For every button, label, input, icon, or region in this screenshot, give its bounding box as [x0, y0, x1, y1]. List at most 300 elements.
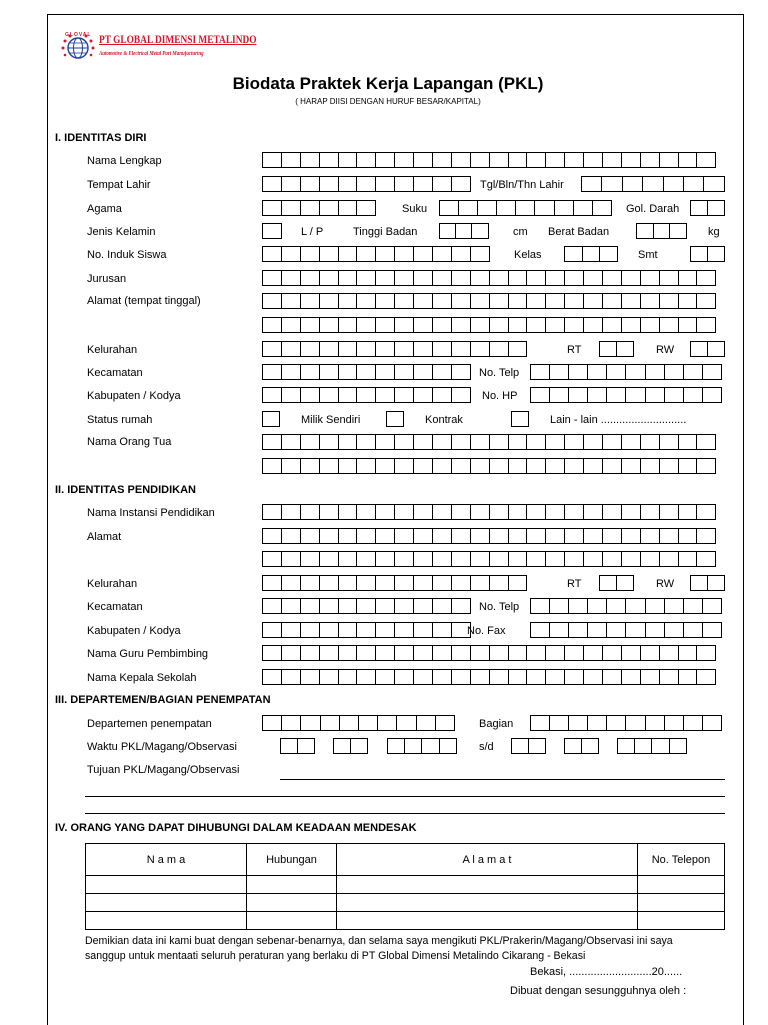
- char-box[interactable]: [684, 715, 703, 731]
- char-box[interactable]: [320, 434, 339, 450]
- char-box[interactable]: [397, 715, 416, 731]
- char-box[interactable]: [527, 293, 546, 309]
- char-box[interactable]: [282, 152, 301, 168]
- char-box[interactable]: [395, 598, 414, 614]
- char-box[interactable]: [626, 387, 645, 403]
- char-box[interactable]: [703, 598, 722, 614]
- char-box[interactable]: [263, 551, 282, 567]
- char-box[interactable]: [282, 293, 301, 309]
- char-box[interactable]: [301, 598, 320, 614]
- char-box[interactable]: [622, 434, 641, 450]
- char-box[interactable]: [320, 152, 339, 168]
- char-box[interactable]: [565, 645, 584, 661]
- char-box[interactable]: [565, 152, 584, 168]
- char-box[interactable]: [546, 270, 565, 286]
- char-box[interactable]: [320, 669, 339, 685]
- char-box[interactable]: [607, 715, 626, 731]
- char-box[interactable]: [565, 246, 583, 262]
- char-box[interactable]: [301, 176, 320, 192]
- char-box[interactable]: [622, 152, 641, 168]
- char-box[interactable]: [546, 528, 565, 544]
- char-box[interactable]: [697, 152, 716, 168]
- char-box[interactable]: [490, 645, 509, 661]
- char-box[interactable]: [641, 551, 660, 567]
- char-box[interactable]: [660, 270, 679, 286]
- char-box[interactable]: [509, 152, 528, 168]
- char-box[interactable]: [263, 622, 282, 638]
- char-box[interactable]: [357, 622, 376, 638]
- char-box[interactable]: [497, 200, 516, 216]
- char-box[interactable]: [433, 176, 452, 192]
- char-box[interactable]: [602, 176, 622, 192]
- input-waktu-start-month[interactable]: [333, 738, 368, 754]
- char-box[interactable]: [452, 575, 471, 591]
- char-box[interactable]: [665, 622, 684, 638]
- char-box[interactable]: [452, 293, 471, 309]
- char-box[interactable]: [376, 528, 395, 544]
- cell-hubungan[interactable]: [247, 912, 337, 930]
- char-box[interactable]: [414, 293, 433, 309]
- char-box[interactable]: [320, 317, 339, 333]
- char-box[interactable]: [388, 738, 405, 754]
- char-box[interactable]: [376, 293, 395, 309]
- char-box[interactable]: [509, 504, 528, 520]
- char-box[interactable]: [679, 270, 698, 286]
- char-box[interactable]: [282, 317, 301, 333]
- char-box[interactable]: [359, 715, 378, 731]
- char-box[interactable]: [569, 364, 588, 380]
- char-box[interactable]: [584, 270, 603, 286]
- char-box[interactable]: [282, 551, 301, 567]
- char-box[interactable]: [565, 669, 584, 685]
- char-box[interactable]: [414, 598, 433, 614]
- char-box[interactable]: [565, 270, 584, 286]
- char-box[interactable]: [395, 504, 414, 520]
- input-bagian[interactable]: [530, 715, 722, 731]
- char-box[interactable]: [320, 575, 339, 591]
- input-waktu-end-year[interactable]: [617, 738, 687, 754]
- char-box[interactable]: [357, 458, 376, 474]
- input-kelurahan[interactable]: [262, 341, 527, 357]
- char-box[interactable]: [603, 504, 622, 520]
- char-box[interactable]: [660, 669, 679, 685]
- cell-no-telepon[interactable]: [638, 876, 725, 894]
- char-box[interactable]: [490, 317, 509, 333]
- char-box[interactable]: [490, 669, 509, 685]
- char-box[interactable]: [512, 738, 529, 754]
- input-kabupaten[interactable]: [262, 387, 471, 403]
- cell-hubungan[interactable]: [247, 894, 337, 912]
- char-box[interactable]: [282, 715, 301, 731]
- char-box[interactable]: [684, 364, 703, 380]
- input-agama[interactable]: [262, 200, 376, 216]
- input-kepala-sekolah[interactable]: [262, 669, 716, 685]
- char-box[interactable]: [376, 152, 395, 168]
- input-berat-badan[interactable]: [636, 223, 687, 239]
- char-box[interactable]: [679, 504, 698, 520]
- char-box[interactable]: [584, 434, 603, 450]
- char-box[interactable]: [527, 669, 546, 685]
- char-box[interactable]: [691, 246, 708, 262]
- char-box[interactable]: [357, 598, 376, 614]
- char-box[interactable]: [622, 528, 641, 544]
- char-box[interactable]: [697, 434, 716, 450]
- char-box[interactable]: [531, 715, 550, 731]
- char-box[interactable]: [691, 200, 708, 216]
- char-box[interactable]: [387, 411, 404, 427]
- char-box[interactable]: [546, 645, 565, 661]
- char-box[interactable]: [376, 504, 395, 520]
- char-box[interactable]: [433, 387, 452, 403]
- char-box[interactable]: [588, 387, 607, 403]
- char-box[interactable]: [298, 738, 315, 754]
- char-box[interactable]: [641, 504, 660, 520]
- char-box[interactable]: [607, 622, 626, 638]
- cell-no-telepon[interactable]: [638, 912, 725, 930]
- input-smt[interactable]: [690, 246, 725, 262]
- char-box[interactable]: [376, 387, 395, 403]
- char-box[interactable]: [378, 715, 397, 731]
- char-box[interactable]: [395, 528, 414, 544]
- input-tujuan-line3[interactable]: [85, 813, 725, 814]
- char-box[interactable]: [436, 715, 455, 731]
- char-box[interactable]: [282, 176, 301, 192]
- char-box[interactable]: [531, 364, 550, 380]
- char-box[interactable]: [320, 645, 339, 661]
- char-box[interactable]: [320, 528, 339, 544]
- char-box[interactable]: [622, 504, 641, 520]
- char-box[interactable]: [588, 598, 607, 614]
- char-box[interactable]: [414, 341, 433, 357]
- char-box[interactable]: [301, 317, 320, 333]
- char-box[interactable]: [535, 200, 554, 216]
- char-box[interactable]: [641, 152, 660, 168]
- char-box[interactable]: [452, 528, 471, 544]
- char-box[interactable]: [641, 528, 660, 544]
- char-box[interactable]: [603, 293, 622, 309]
- char-box[interactable]: [679, 293, 698, 309]
- char-box[interactable]: [490, 551, 509, 567]
- char-box[interactable]: [527, 645, 546, 661]
- input-kelurahan-sekolah[interactable]: [262, 575, 527, 591]
- input-tinggi-badan[interactable]: [439, 223, 489, 239]
- char-box[interactable]: [471, 246, 490, 262]
- input-tujuan-line1[interactable]: [280, 779, 725, 780]
- char-box[interactable]: [357, 575, 376, 591]
- char-box[interactable]: [471, 270, 490, 286]
- char-box[interactable]: [376, 434, 395, 450]
- char-box[interactable]: [665, 387, 684, 403]
- char-box[interactable]: [339, 598, 358, 614]
- char-box[interactable]: [471, 551, 490, 567]
- char-box[interactable]: [414, 645, 433, 661]
- char-box[interactable]: [607, 387, 626, 403]
- char-box[interactable]: [660, 528, 679, 544]
- input-rw[interactable]: [690, 341, 725, 357]
- char-box[interactable]: [527, 152, 546, 168]
- char-box[interactable]: [301, 152, 320, 168]
- char-box[interactable]: [527, 317, 546, 333]
- char-box[interactable]: [452, 152, 471, 168]
- char-box[interactable]: [641, 645, 660, 661]
- char-box[interactable]: [490, 504, 509, 520]
- char-box[interactable]: [433, 270, 452, 286]
- char-box[interactable]: [531, 387, 550, 403]
- char-box[interactable]: [670, 223, 687, 239]
- char-box[interactable]: [376, 598, 395, 614]
- char-box[interactable]: [603, 645, 622, 661]
- char-box[interactable]: [550, 622, 569, 638]
- char-box[interactable]: [282, 645, 301, 661]
- char-box[interactable]: [527, 528, 546, 544]
- char-box[interactable]: [301, 645, 320, 661]
- char-box[interactable]: [529, 738, 546, 754]
- char-box[interactable]: [550, 364, 569, 380]
- char-box[interactable]: [679, 528, 698, 544]
- checkbox-milik-sendiri[interactable]: [262, 411, 280, 427]
- char-box[interactable]: [490, 341, 509, 357]
- char-box[interactable]: [339, 669, 358, 685]
- char-box[interactable]: [697, 270, 716, 286]
- char-box[interactable]: [679, 458, 698, 474]
- char-box[interactable]: [569, 622, 588, 638]
- char-box[interactable]: [263, 504, 282, 520]
- char-box[interactable]: [607, 364, 626, 380]
- char-box[interactable]: [433, 458, 452, 474]
- char-box[interactable]: [622, 270, 641, 286]
- char-box[interactable]: [652, 738, 669, 754]
- input-jurusan[interactable]: [262, 270, 716, 286]
- char-box[interactable]: [376, 341, 395, 357]
- char-box[interactable]: [357, 528, 376, 544]
- char-box[interactable]: [263, 270, 282, 286]
- cell-nama[interactable]: [86, 876, 247, 894]
- char-box[interactable]: [622, 293, 641, 309]
- char-box[interactable]: [263, 645, 282, 661]
- char-box[interactable]: [433, 152, 452, 168]
- char-box[interactable]: [433, 341, 452, 357]
- char-box[interactable]: [339, 293, 358, 309]
- input-waktu-start-day[interactable]: [280, 738, 315, 754]
- char-box[interactable]: [617, 341, 634, 357]
- char-box[interactable]: [301, 528, 320, 544]
- char-box[interactable]: [263, 341, 282, 357]
- char-box[interactable]: [282, 364, 301, 380]
- char-box[interactable]: [660, 317, 679, 333]
- char-box[interactable]: [565, 317, 584, 333]
- char-box[interactable]: [452, 246, 471, 262]
- input-tujuan-line2[interactable]: [85, 796, 725, 797]
- char-box[interactable]: [357, 504, 376, 520]
- char-box[interactable]: [357, 434, 376, 450]
- char-box[interactable]: [320, 622, 339, 638]
- char-box[interactable]: [395, 575, 414, 591]
- char-box[interactable]: [600, 575, 617, 591]
- char-box[interactable]: [282, 598, 301, 614]
- char-box[interactable]: [395, 669, 414, 685]
- char-box[interactable]: [641, 669, 660, 685]
- char-box[interactable]: [618, 738, 635, 754]
- input-waktu-start-year[interactable]: [387, 738, 457, 754]
- char-box[interactable]: [546, 458, 565, 474]
- char-box[interactable]: [509, 341, 528, 357]
- char-box[interactable]: [395, 176, 414, 192]
- input-alamat-sekolah-line1[interactable]: [262, 528, 716, 544]
- char-box[interactable]: [263, 434, 282, 450]
- char-box[interactable]: [622, 458, 641, 474]
- char-box[interactable]: [282, 528, 301, 544]
- char-box[interactable]: [603, 317, 622, 333]
- char-box[interactable]: [654, 223, 671, 239]
- char-box[interactable]: [635, 738, 652, 754]
- char-box[interactable]: [320, 364, 339, 380]
- char-box[interactable]: [509, 270, 528, 286]
- char-box[interactable]: [697, 317, 716, 333]
- input-no-fax[interactable]: [530, 622, 722, 638]
- char-box[interactable]: [646, 387, 665, 403]
- char-box[interactable]: [527, 504, 546, 520]
- char-box[interactable]: [357, 317, 376, 333]
- char-box[interactable]: [433, 551, 452, 567]
- char-box[interactable]: [679, 434, 698, 450]
- char-box[interactable]: [339, 270, 358, 286]
- char-box[interactable]: [414, 176, 433, 192]
- char-box[interactable]: [433, 364, 452, 380]
- char-box[interactable]: [301, 504, 320, 520]
- char-box[interactable]: [440, 223, 456, 239]
- char-box[interactable]: [414, 434, 433, 450]
- char-box[interactable]: [641, 458, 660, 474]
- char-box[interactable]: [708, 575, 725, 591]
- char-box[interactable]: [414, 387, 433, 403]
- char-box[interactable]: [433, 575, 452, 591]
- char-box[interactable]: [527, 551, 546, 567]
- char-box[interactable]: [490, 293, 509, 309]
- char-box[interactable]: [684, 387, 703, 403]
- input-guru-pembimbing[interactable]: [262, 645, 716, 661]
- char-box[interactable]: [263, 458, 282, 474]
- char-box[interactable]: [665, 364, 684, 380]
- char-box[interactable]: [405, 738, 422, 754]
- char-box[interactable]: [282, 504, 301, 520]
- char-box[interactable]: [646, 364, 665, 380]
- char-box[interactable]: [546, 504, 565, 520]
- char-box[interactable]: [376, 176, 395, 192]
- input-rt-sekolah[interactable]: [599, 575, 634, 591]
- char-box[interactable]: [452, 551, 471, 567]
- cell-hubungan[interactable]: [247, 876, 337, 894]
- char-box[interactable]: [603, 270, 622, 286]
- char-box[interactable]: [565, 551, 584, 567]
- char-box[interactable]: [641, 293, 660, 309]
- char-box[interactable]: [509, 551, 528, 567]
- char-box[interactable]: [704, 176, 724, 192]
- char-box[interactable]: [395, 246, 414, 262]
- char-box[interactable]: [263, 152, 282, 168]
- input-no-induk-siswa[interactable]: [262, 246, 490, 262]
- char-box[interactable]: [263, 387, 282, 403]
- char-box[interactable]: [617, 575, 634, 591]
- input-no-telp[interactable]: [530, 364, 722, 380]
- char-box[interactable]: [478, 200, 497, 216]
- char-box[interactable]: [282, 434, 301, 450]
- char-box[interactable]: [320, 246, 339, 262]
- char-box[interactable]: [509, 458, 528, 474]
- char-box[interactable]: [679, 669, 698, 685]
- input-waktu-end-month[interactable]: [564, 738, 599, 754]
- char-box[interactable]: [490, 575, 509, 591]
- char-box[interactable]: [263, 411, 280, 427]
- char-box[interactable]: [417, 715, 436, 731]
- checkbox-kontrak[interactable]: [386, 411, 404, 427]
- char-box[interactable]: [584, 504, 603, 520]
- char-box[interactable]: [660, 551, 679, 567]
- char-box[interactable]: [414, 246, 433, 262]
- char-box[interactable]: [282, 458, 301, 474]
- char-box[interactable]: [531, 622, 550, 638]
- char-box[interactable]: [339, 434, 358, 450]
- char-box[interactable]: [708, 341, 725, 357]
- char-box[interactable]: [282, 246, 301, 262]
- char-box[interactable]: [459, 200, 478, 216]
- char-box[interactable]: [433, 434, 452, 450]
- char-box[interactable]: [569, 715, 588, 731]
- char-box[interactable]: [569, 598, 588, 614]
- char-box[interactable]: [471, 293, 490, 309]
- char-box[interactable]: [512, 411, 529, 427]
- char-box[interactable]: [433, 504, 452, 520]
- char-box[interactable]: [546, 152, 565, 168]
- char-box[interactable]: [376, 669, 395, 685]
- char-box[interactable]: [395, 645, 414, 661]
- char-box[interactable]: [263, 669, 282, 685]
- char-box[interactable]: [531, 598, 550, 614]
- char-box[interactable]: [357, 645, 376, 661]
- char-box[interactable]: [490, 528, 509, 544]
- char-box[interactable]: [697, 551, 716, 567]
- char-box[interactable]: [584, 317, 603, 333]
- char-box[interactable]: [471, 504, 490, 520]
- char-box[interactable]: [414, 317, 433, 333]
- input-waktu-end-day[interactable]: [511, 738, 546, 754]
- char-box[interactable]: [376, 622, 395, 638]
- char-box[interactable]: [414, 551, 433, 567]
- char-box[interactable]: [320, 458, 339, 474]
- char-box[interactable]: [414, 152, 433, 168]
- char-box[interactable]: [622, 317, 641, 333]
- char-box[interactable]: [637, 223, 654, 239]
- input-tgl-lahir[interactable]: [581, 176, 725, 192]
- char-box[interactable]: [357, 176, 376, 192]
- char-box[interactable]: [339, 341, 358, 357]
- char-box[interactable]: [395, 364, 414, 380]
- char-box[interactable]: [414, 575, 433, 591]
- char-box[interactable]: [351, 738, 368, 754]
- char-box[interactable]: [339, 645, 358, 661]
- char-box[interactable]: [263, 317, 282, 333]
- char-box[interactable]: [509, 528, 528, 544]
- char-box[interactable]: [452, 645, 471, 661]
- char-box[interactable]: [357, 341, 376, 357]
- checkbox-lain-lain[interactable]: [511, 411, 529, 427]
- char-box[interactable]: [414, 669, 433, 685]
- char-box[interactable]: [357, 551, 376, 567]
- char-box[interactable]: [664, 176, 684, 192]
- char-box[interactable]: [684, 176, 704, 192]
- char-box[interactable]: [395, 270, 414, 286]
- char-box[interactable]: [622, 645, 641, 661]
- char-box[interactable]: [357, 293, 376, 309]
